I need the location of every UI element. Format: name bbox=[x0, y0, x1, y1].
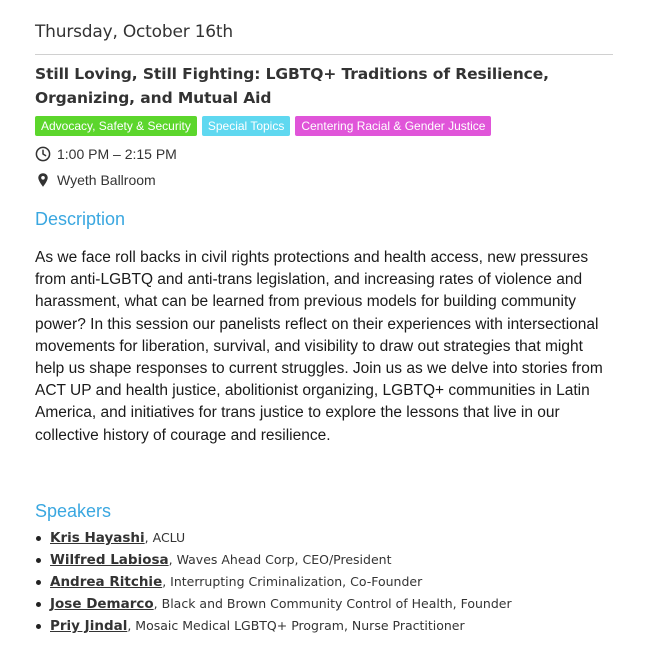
speaker-affiliation: , Interrupting Criminalization, Co-Founder bbox=[162, 573, 423, 589]
session-location-row bbox=[35, 170, 613, 190]
speaker-link[interactable]: Jose Demarco bbox=[50, 595, 154, 612]
bullet bbox=[36, 602, 41, 607]
speaker-list bbox=[35, 527, 613, 637]
description-heading: Description bbox=[35, 209, 126, 229]
tag-special-topics[interactable]: Special Topics bbox=[202, 116, 291, 136]
tag-racial-gender-justice[interactable]: Centering Racial & Gender Justice bbox=[295, 116, 491, 136]
session-date: Thursday, October 16th bbox=[35, 22, 233, 42]
tag-list bbox=[35, 116, 613, 136]
bullet bbox=[36, 536, 41, 541]
tag-advocacy[interactable]: Advocacy, Safety & Security bbox=[35, 116, 197, 136]
list-item bbox=[35, 615, 613, 637]
list-item bbox=[35, 571, 613, 593]
clock-icon bbox=[35, 146, 51, 162]
list-item bbox=[35, 549, 613, 571]
speaker-link[interactable]: Kris Hayashi bbox=[50, 529, 145, 546]
description-text: As we face roll backs in civil rights protections and health access, new pressures from anti-LGBTQ and anti-trans legislation, and increasing rates of violence and harassment, what can be learned from previous models for building community power? In this session our panelists reflect on their experiences with intersectional movements for liberation, survival, and visibility to draw out strategies that might help us shape responses to current struggles. Join us as we delve into stories from ACT UP and health justice, abolitionist organizing, LGBTQ+ communities in Latin America, and initiatives for trans justice to explore the lessons that live in our collective history of courage and resilience. bbox=[35, 249, 603, 444]
session-time-row bbox=[35, 144, 613, 164]
session-location: Wyeth Ballroom bbox=[57, 172, 156, 188]
speaker-affiliation: , Black and Brown Community Control of Health, Founder bbox=[153, 595, 512, 611]
speakers-heading: Speakers bbox=[35, 500, 112, 521]
speaker-affiliation: , Waves Ahead Corp, CEO/President bbox=[168, 551, 392, 567]
map-pin-icon bbox=[35, 172, 51, 188]
bullet bbox=[36, 624, 41, 629]
divider bbox=[35, 54, 613, 55]
list-item bbox=[35, 593, 613, 615]
session-title: Still Loving, Still Fighting: LGBTQ+ Traditions of Resilience, Organizing, and Mutual Aid bbox=[35, 65, 549, 107]
speaker-affiliation: , Mosaic Medical LGBTQ+ Program, Nurse Practitioner bbox=[127, 617, 465, 633]
list-item bbox=[35, 527, 613, 549]
speaker-affiliation: , ACLU bbox=[144, 529, 186, 545]
session-detail bbox=[35, 0, 613, 637]
speaker-link[interactable]: Priy Jindal bbox=[50, 617, 128, 634]
bullet bbox=[36, 558, 41, 563]
speaker-link[interactable]: Wilfred Labiosa bbox=[50, 551, 169, 568]
speaker-link[interactable]: Andrea Ritchie bbox=[50, 573, 163, 590]
session-time: 1:00 PM – 2:15 PM bbox=[57, 146, 177, 162]
bullet bbox=[36, 580, 41, 585]
